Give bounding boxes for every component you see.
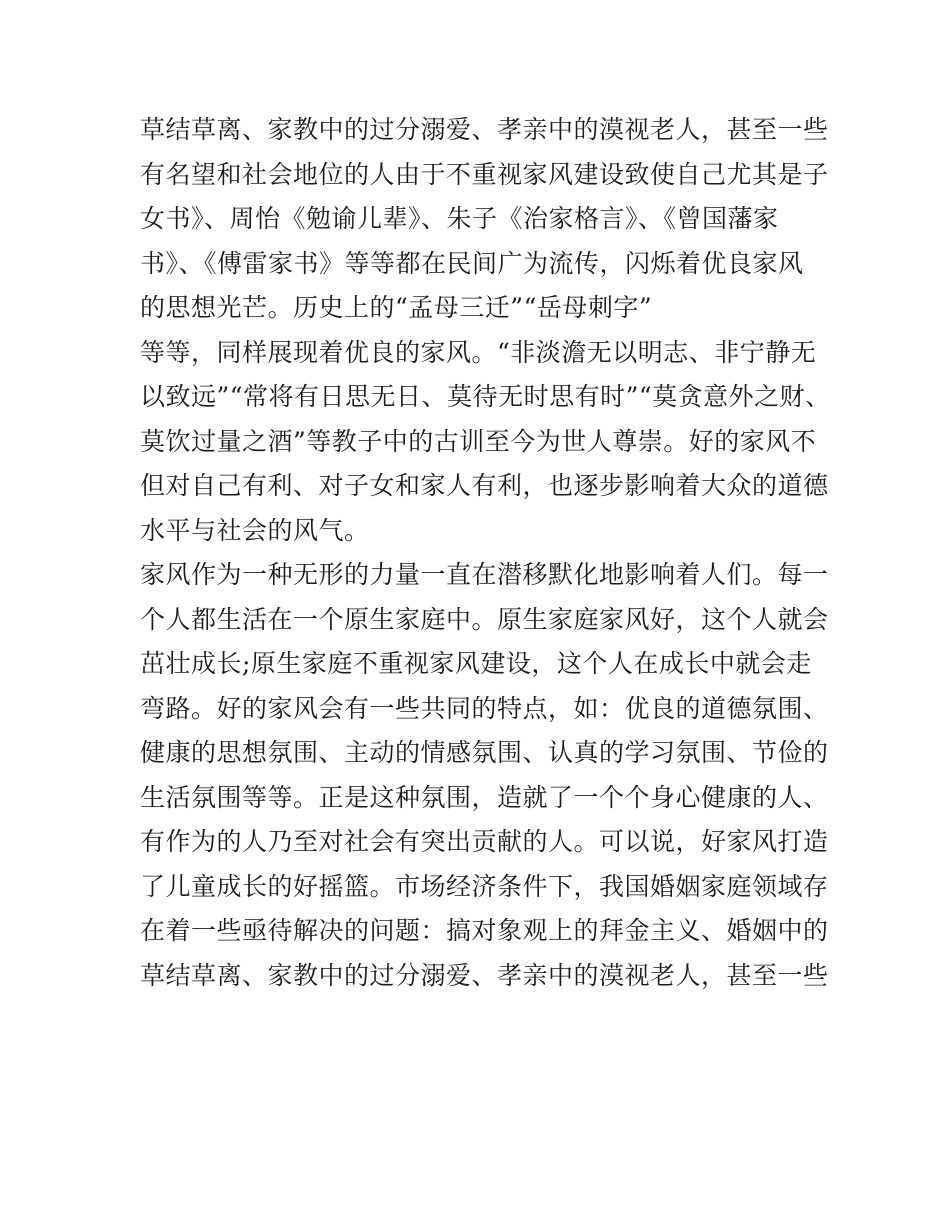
- text-line-9: 但对自己有利、对子女和家人有利，也逐步影响着大众的道德: [140, 471, 829, 500]
- text-line-15: 健康的思想氛围、主动的情感氛围、认真的学习氛围、节俭的: [140, 738, 829, 767]
- text-line-11: 家风作为一种无形的力量一直在潜移默化地影响着人们。每一: [140, 560, 829, 589]
- body-text: [140, 108, 831, 998]
- text-line-2: 有名望和社会地位的人由于不重视家风建设致使自己尤其是子: [140, 159, 829, 189]
- text-line-3: 女书》、周怡《勉谕儿辈》、朱子《治家格言》、《曾国藩家: [140, 204, 779, 233]
- text-line-13: 茁壮成长;原生家庭不重视家风建设，这个人在成长中就会走: [140, 649, 812, 678]
- text-line-7: 以致远”“常将有日思无日、莫待无时思有时”“莫贪意外之财、: [140, 382, 831, 411]
- text-line-6: 等等，同样展现着优良的家风。“非淡澹无以明志、非宁静无: [140, 337, 817, 367]
- text-line-12: 个人都生活在一个原生家庭中。原生家庭家风好，这个人就会: [140, 604, 829, 634]
- text-line-18: 了儿童成长的好摇篮。市场经济条件下，我国婚姻家庭领域存: [140, 871, 829, 901]
- text-line-20: 草结草离、家教中的过分溺爱、孝亲中的漠视老人，甚至一些: [140, 960, 829, 990]
- text-line-10: 水平与社会的风气。: [140, 515, 370, 545]
- text-line-19: 在着一些亟待解决的问题：搞对象观上的拜金主义、婚姻中的: [140, 916, 829, 945]
- text-line-8: 莫饮过量之酒”等教子中的古训至今为世人尊崇。好的家风不: [140, 426, 817, 456]
- text-line-1: 草结草离、家教中的过分溺爱、孝亲中的漠视老人，甚至一些: [140, 115, 829, 144]
- text-line-4: 书》、《傅雷家书》等等都在民间广为流传，闪烁着优良家风: [140, 248, 804, 278]
- text-line-14: 弯路。好的家风会有一些共同的特点，如：优良的道德氛围、: [140, 693, 829, 723]
- text-line-17: 有作为的人乃至对社会有突出贡献的人。可以说，好家风打造: [140, 827, 829, 856]
- text-line-5: 的思想光芒。历史上的“孟母三迁”“岳母刺字”: [140, 293, 653, 322]
- text-line-16: 生活氛围等等。正是这种氛围，造就了一个个身心健康的人、: [140, 782, 829, 812]
